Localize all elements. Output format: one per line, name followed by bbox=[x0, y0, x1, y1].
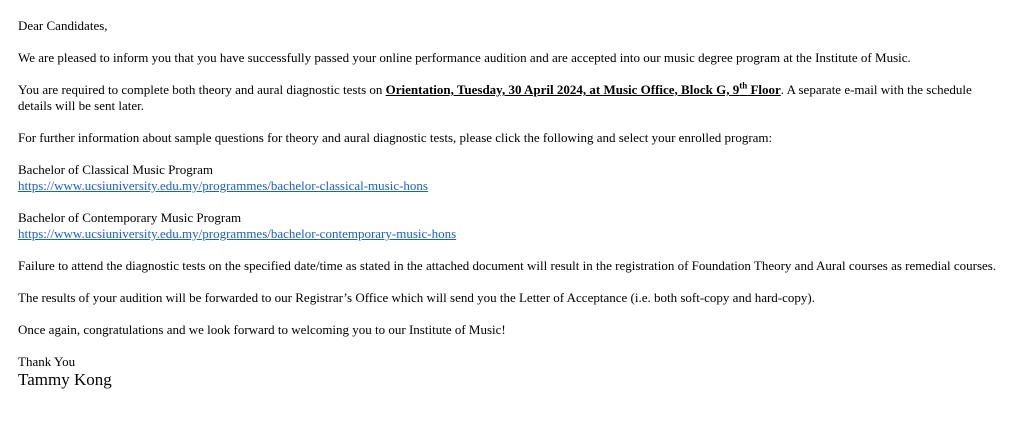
paragraph-failure-warning: Failure to attend the diagnostic tests on the specified date/time as stated in the attached document will result in the registration of Foundation Theory and Aural courses as remedial courses. bbox=[18, 258, 997, 273]
greeting: Dear Candidates, bbox=[18, 18, 108, 33]
tests-followup-text: . A separate e-mail with the schedule details will be sent later. bbox=[18, 82, 972, 113]
paragraph-results: The results of your audition will be forwarded to our Registrar’s Office which will send you the Letter of Acceptance (i.e. both soft-copy and hard-copy). bbox=[18, 290, 815, 305]
program-contemporary-link[interactable]: https://www.ucsiuniversity.edu.my/programmes/bachelor-contemporary-music-hons bbox=[18, 226, 457, 241]
floor-ordinal-suffix: th bbox=[739, 80, 748, 91]
paragraph-audition-passed: We are pleased to inform you that you have successfully passed your online performance audition and are accepted into our music degree program at the Institute of Music. bbox=[18, 50, 911, 65]
program-classical-link[interactable]: https://www.ucsiuniversity.edu.my/programmes/bachelor-classical-music-hons bbox=[18, 178, 428, 193]
program-contemporary-name: Bachelor of Contemporary Music Program bbox=[18, 210, 242, 225]
paragraph-further-info: For further information about sample questions for theory and aural diagnostic tests, please click the following and select your enrolled program: bbox=[18, 130, 773, 145]
orientation-details-main: Orientation, Tuesday, 30 April 2024, at Music Office, Block G, 9 bbox=[385, 82, 740, 97]
orientation-details-floor: Floor bbox=[747, 82, 781, 97]
orientation-details bbox=[386, 82, 781, 97]
closing: Thank You bbox=[18, 354, 76, 369]
program-classical-name: Bachelor of Classical Music Program bbox=[18, 162, 213, 177]
signature-name: Tammy Kong bbox=[18, 370, 112, 389]
paragraph-diagnostic-tests bbox=[18, 82, 1006, 114]
paragraph-congratulations: Once again, congratulations and we look forward to welcoming you to our Institute of Music! bbox=[18, 322, 506, 337]
program-classical bbox=[18, 162, 1006, 194]
program-contemporary bbox=[18, 210, 1006, 242]
tests-intro-text: You are required to complete both theory and aural diagnostic tests on bbox=[18, 82, 386, 97]
